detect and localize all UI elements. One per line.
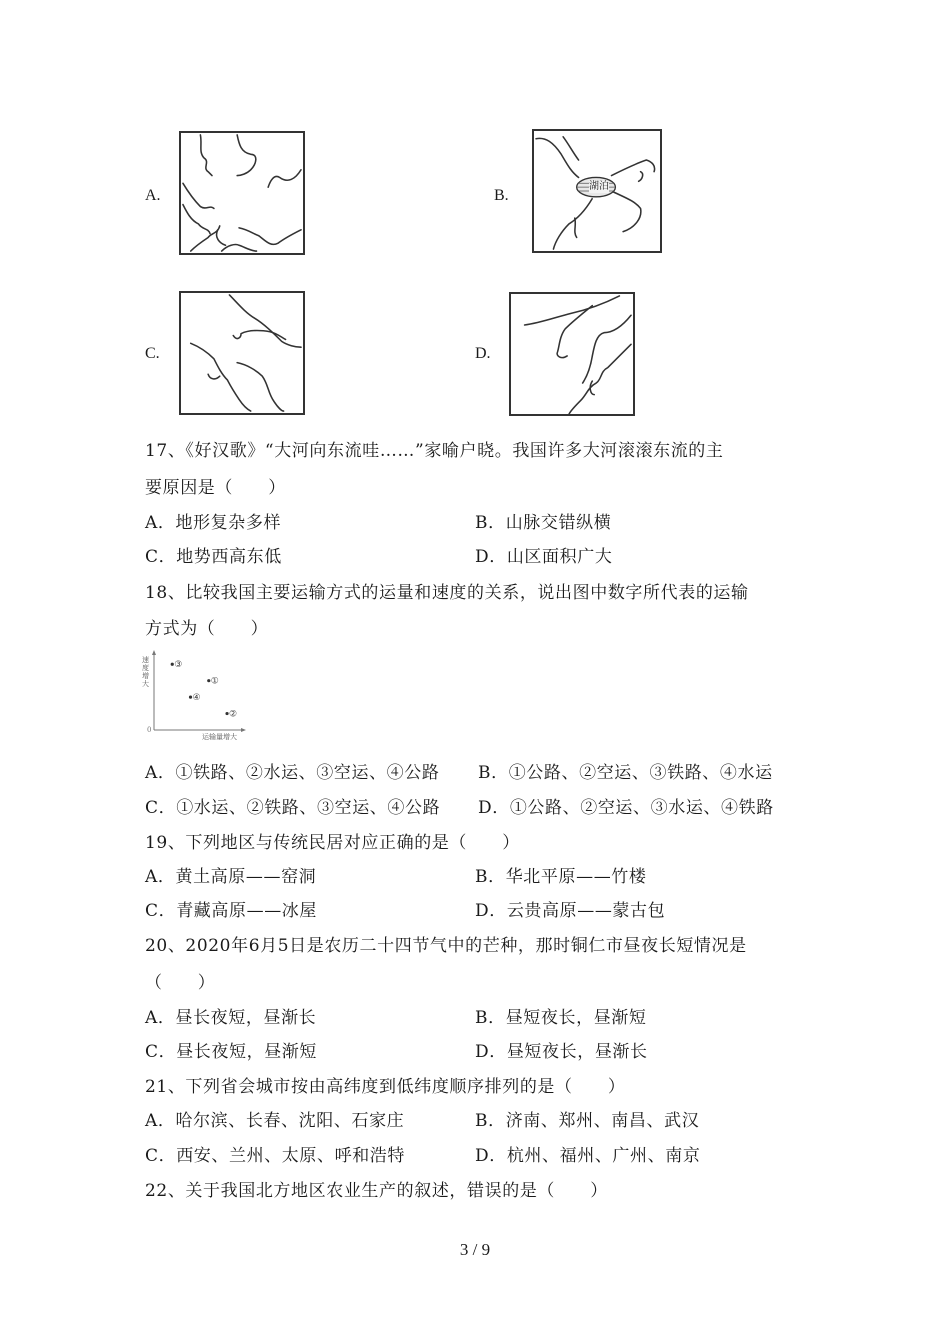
map-c-label: C. [145,345,160,362]
q19-stem: 19、下列地区与传统民居对应正确的是（ ） [145,833,520,853]
q21-stem: 21、下列省会城市按由高纬度到低纬度顺序排列的是（ ） [145,1077,626,1097]
q19-option-b[interactable]: B．华北平原——竹楼 [475,867,647,887]
map-a-label: A. [145,187,161,204]
map-b-label: B. [494,187,509,204]
q18-option-d[interactable]: D．①公路、②空运、③水运、④铁路 [478,798,774,818]
q20-stem-line1: 20、2020年6月5日是农历二十四节气中的芒种，那时铜仁市昼夜长短情况是 [145,936,747,956]
q17-stem-line2: 要原因是（ ） [145,478,286,498]
q20-option-b[interactable]: B．昼短夜长，昼渐短 [475,1008,647,1028]
river-map-a [179,131,305,255]
lake-label: 湖泊 [589,181,609,192]
y-axis-arrow [152,650,156,655]
q18-stem-line1: 18、比较我国主要运输方式的运量和速度的关系，说出图中数字所代表的运输 [145,583,749,603]
q17-option-a[interactable]: A．地形复杂多样 [145,513,282,533]
q18-option-a[interactable]: A．①铁路、②水运、③空运、④公路 [145,763,440,783]
chart-point-label-1: ③ [174,660,183,671]
q20-stem-line2: （ ） [145,973,216,993]
x-axis-arrow [241,728,246,732]
river-map-c [179,291,305,415]
q21-option-c[interactable]: C．西安、兰州、太原、呼和浩特 [145,1146,406,1166]
chart-y-label: 速度增大 [142,656,149,688]
chart-point-label-3: ④ [192,693,201,704]
q17-option-b[interactable]: B．山脉交错纵横 [475,513,612,533]
q21-option-a[interactable]: A．哈尔滨、长春、沈阳、石家庄 [145,1111,405,1131]
q19-option-a[interactable]: A．黄土高原——窑洞 [145,867,317,887]
chart-point-label-4: ② [229,709,238,720]
q17-stem-line1: 17、《好汉歌》“大河向东流哇……”家喻户晓。我国许多大河滚滚东流的主 [145,441,724,461]
chart-point-label-2: ① [210,676,219,687]
q22-stem: 22、关于我国北方地区农业生产的叙述，错误的是（ ） [145,1181,608,1201]
river-map-b [532,129,662,253]
q19-option-c[interactable]: C．青藏高原——冰屋 [145,901,318,921]
river-map-a-drawing [181,133,303,253]
q20-option-a[interactable]: A．昼长夜短，昼渐长 [145,1008,317,1028]
q18-option-c[interactable]: C．①水运、②铁路、③空运、④公路 [145,798,441,818]
chart-origin-label: 0 [147,726,152,734]
transport-chart-svg [140,648,250,743]
q20-option-c[interactable]: C．昼长夜短，昼渐短 [145,1042,318,1062]
q21-option-b[interactable]: B．济南、郑州、南昌、武汉 [475,1111,700,1131]
chart-x-label: 运输量增大 [202,733,237,741]
q17-option-c[interactable]: C．地势西高东低 [145,547,282,567]
river-map-d [509,292,635,416]
q20-option-d[interactable]: D．昼短夜长，昼渐长 [475,1042,648,1062]
transport-chart [140,648,250,743]
map-d-label: D. [475,345,491,362]
q17-option-d[interactable]: D．山区面积广大 [475,547,613,567]
q19-option-d[interactable]: D．云贵高原——蒙古包 [475,901,666,921]
q18-stem-line2: 方式为（ ） [145,619,269,639]
river-map-d-drawing [511,294,633,414]
q21-option-d[interactable]: D．杭州、福州、广州、南京 [475,1146,701,1166]
river-map-c-drawing [181,293,303,413]
page-number: 3 / 9 [459,1240,491,1259]
q18-option-b[interactable]: B．①公路、②空运、③铁路、④水运 [478,763,773,783]
